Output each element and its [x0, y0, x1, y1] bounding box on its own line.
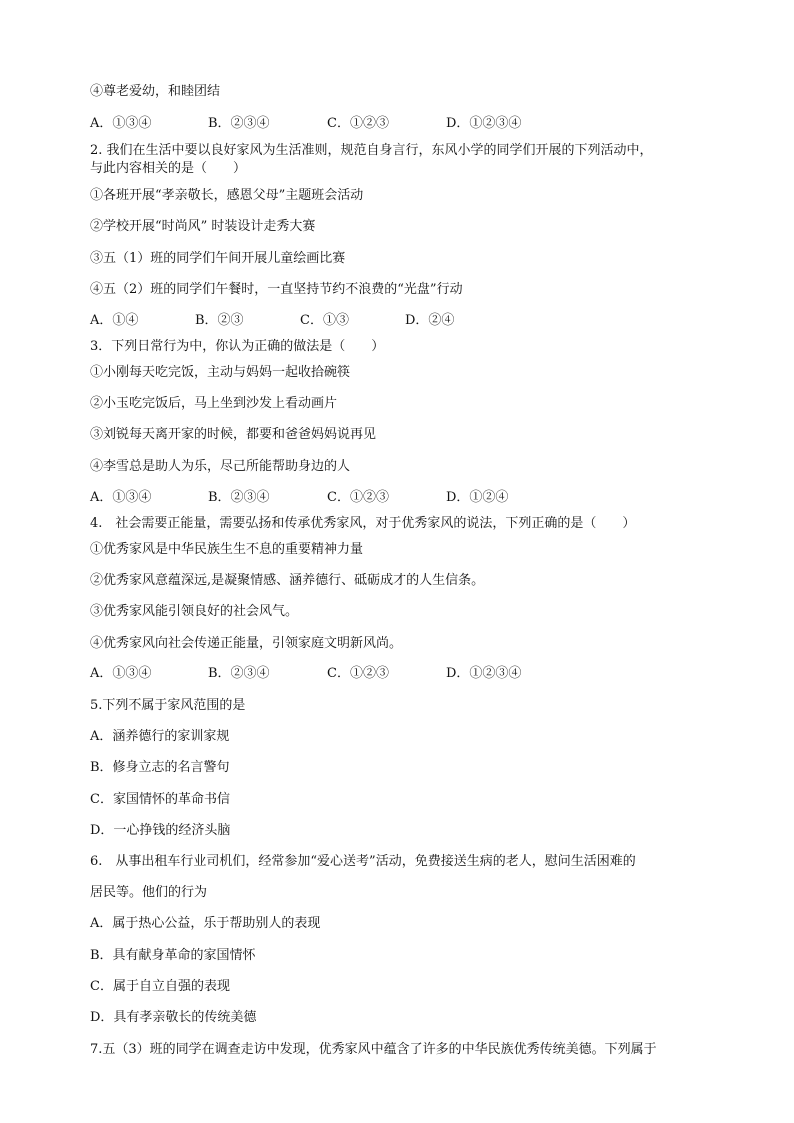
q2-item-2: ②学校开展“时尚风” 时装设计走秀大赛: [90, 219, 316, 234]
q6-option-a: A．属于热心公益，乐于帮助别人的表现: [90, 916, 321, 931]
q1-option-b: B．②③④: [208, 116, 270, 131]
q2-item-4: ④五（2）班的同学们午餐时，一直坚持节约不浪费的“光盘”行动: [90, 282, 463, 297]
q2-stem-line-2: 与此内容相关的是（ ）: [90, 161, 247, 176]
q1-option-c: C．①②③: [327, 116, 389, 131]
q2-option-b: B．②③: [195, 313, 244, 328]
q4-option-a: A．①③④: [90, 666, 152, 681]
q5-stem: 5.下列不属于家风范围的是: [90, 698, 246, 713]
q4-option-d: D．①②③④: [446, 666, 522, 681]
q6-option-d: D．具有孝亲敬长的传统美德: [90, 1010, 257, 1025]
q3-option-d: D．①②④: [446, 490, 509, 505]
q2-stem-line-1: 2. 我们在生活中要以良好家风为生活准则，规范自身言行，东风小学的同学们开展的下列活动中，: [90, 143, 653, 158]
q5-option-a: A．涵养德行的家训家规: [90, 729, 230, 744]
q1-options: [90, 116, 730, 132]
q1-option-a: A．①③④: [90, 116, 152, 131]
q3-item-2: ②小玉吃完饭后，马上坐到沙发上看动画片: [90, 396, 338, 411]
q4-option-c: C．①②③: [327, 666, 389, 681]
q3-stem: 3．下列日常行为中，你认为正确的做法是（ ）: [90, 339, 385, 354]
q2-option-a: A．①④: [90, 313, 139, 328]
q5-option-d: D．一心挣钱的经济头脑: [90, 823, 231, 838]
q4-stem: 4. 社会需要正能量，需要弘扬和传承优秀家风，对于优秀家风的说法，下列正确的是（ ）: [90, 516, 636, 531]
q5-option-b: B．修身立志的名言警句: [90, 760, 230, 775]
q3-option-c: C．①②③: [327, 490, 389, 505]
q6-option-c: C．属于自立自强的表现: [90, 979, 230, 994]
q6-option-b: B．具有献身革命的家国情怀: [90, 948, 256, 963]
q3-item-3: ③刘锐每天离开家的时候，都要和爸爸妈妈说再见: [90, 427, 377, 442]
q2-item-3: ③五（1）班的同学们午间开展儿童绘画比赛: [90, 251, 346, 266]
q3-item-1: ①小刚每天吃完饭，主动与妈妈一起收拾碗筷: [90, 365, 351, 380]
q1-option-d: D．①②③④: [446, 116, 522, 131]
q6-stem-line-2: 居民等。他们的行为: [90, 885, 208, 900]
q2-item-1: ①各班开展“孝亲敬长，感恩父母”主题班会活动: [90, 188, 364, 203]
q2-option-c: C．①③: [300, 313, 349, 328]
q7-stem-line-1: 7.五（3）班的同学在调查走访中发现，优秀家风中蕴含了许多的中华民族优秀传统美德。下列属于: [90, 1042, 657, 1057]
q3-option-b: B．②③④: [208, 490, 270, 505]
q3-options: [90, 490, 730, 506]
q5-option-c: C．家国情怀的革命书信: [90, 792, 230, 807]
q4-options: [90, 666, 730, 682]
q4-item-1: ①优秀家风是中华民族生生不息的重要精神力量: [90, 542, 364, 557]
q4-option-b: B．②③④: [208, 666, 270, 681]
q2-options: [90, 313, 730, 329]
q3-item-4: ④李雪总是助人为乐，尽己所能帮助身边的人: [90, 459, 351, 474]
q6-stem-line-1: 6. 从事出租车行业司机们，经常参加“爱心送考”活动，免费接送生病的老人，慰问生活困难的: [90, 854, 636, 869]
q4-item-3: ③优秀家风能引领良好的社会风气。: [90, 604, 299, 619]
q4-item-2: ②优秀家风意蕴深远,是凝聚情感、涵养德行、砥砺成才的人生信条。: [90, 573, 485, 588]
q1-item-4: ④尊老爱幼，和睦团结: [90, 84, 221, 99]
q2-option-d: D．②④: [405, 313, 455, 328]
q3-option-a: A．①③④: [90, 490, 152, 505]
q4-item-4: ④优秀家风向社会传递正能量，引领家庭文明新风尚。: [90, 636, 403, 651]
